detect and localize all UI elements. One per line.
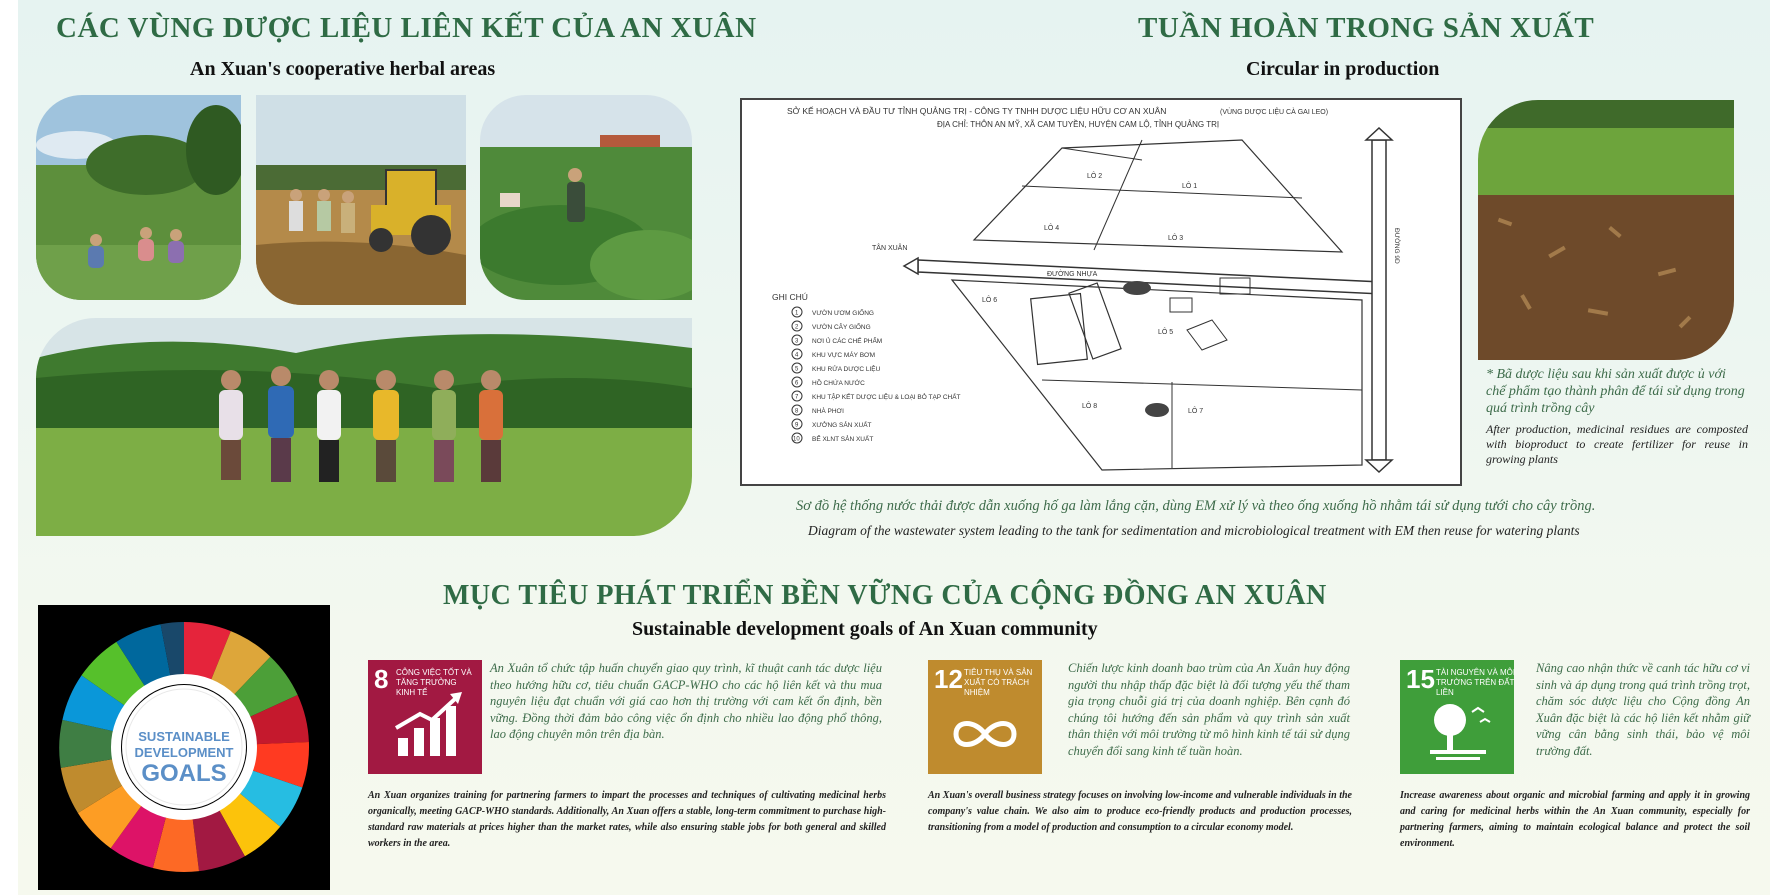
legend-item-5: KHU RỬA DƯỢC LIỆU	[812, 366, 881, 373]
pump-area-symbol	[1123, 281, 1151, 295]
plot-label-3: LÔ 3	[1168, 235, 1184, 242]
legend-item-10: BỂ XLNT SẢN XUẤT	[812, 436, 874, 443]
svg-text:2: 2	[795, 324, 799, 331]
diagram-header-note: (VÙNG DƯỢC LIỆU CÀ GAI LEO)	[1220, 109, 1329, 116]
svg-text:4: 4	[795, 352, 799, 359]
sdg-goal-15-text-en: Increase awareness about organic and microbial farming and apply it in growing and caring for medicinal herbs within the An Xuan community, especially for partnering farmers, aiming to maintain ecological balance and protect the soil environment.	[1400, 790, 1750, 849]
svg-text:9: 9	[795, 422, 799, 429]
sdg-goal-12-text-en: An Xuan's overall business strategy focuses on involving low-income and vulnerable individuals in the company's value chain. We also aim to produce eco-friendly products and production processes, transitioning from a model of production and consumption to a circular economy model.	[928, 790, 1352, 833]
sdg-goal-8-number: 8	[374, 664, 389, 694]
diagram-caption-en: Diagram of the wastewater system leading to the tank for sedimentation and microbiological treatment with EM then reuse for watering plants	[808, 523, 1580, 538]
road-arrow-south-icon	[1366, 460, 1392, 472]
sdg-goal-12-number: 12	[934, 664, 963, 694]
site-plan-diagram	[740, 98, 1462, 486]
diagram-header-1: SỞ KẾ HOẠCH VÀ ĐẦU TƯ TỈNH QUẢNG TRỊ - CÔNG TY TNHH DƯỢC LIỆU HỮU CƠ AN XUÂN	[787, 106, 1167, 116]
photo-compost	[1478, 100, 1734, 360]
infinity-loop-icon	[928, 660, 1042, 774]
road-arrow-west-icon	[904, 258, 918, 274]
svg-text:10: 10	[793, 436, 800, 443]
sdg-title: MỤC TIÊU PHÁT TRIỂN BỀN VỮNG CỦA CỘNG ĐỒNG AN XUÂN	[443, 580, 1327, 611]
road-vertical-label: ĐƯỜNG 9D	[1393, 228, 1400, 264]
legend-item-1: VƯỜN ƯƠM GIỐNG	[812, 310, 874, 317]
plot-label-5: LÔ 5	[1158, 329, 1174, 336]
sdg-subtitle: Sustainable development goals of An Xuan community	[632, 618, 1098, 640]
sdg-wheel-text-3: GOALS	[141, 760, 227, 787]
legend-item-6: HỒ CHỨA NƯỚC	[812, 380, 865, 387]
sdg-goal-15-badge	[1400, 660, 1514, 774]
compost-note-vn: * Bã dược liệu sau khi sản xuất được ủ với chế phẩm tạo thành phân để tái sử dụng trong quá trình trồng cây	[1486, 367, 1745, 416]
plot-label-2: LÔ 2	[1087, 173, 1103, 180]
svg-text:8: 8	[795, 408, 799, 415]
sdg-goal-8-label: CÔNG VIỆC TỐT VÀ TĂNG TRƯỞNG KINH TẾ	[396, 668, 472, 697]
poster	[18, 0, 1770, 895]
sdg-goal-8-badge	[368, 660, 482, 774]
circular-title: TUẦN HOÀN TRONG SẢN XUẤT	[1138, 12, 1595, 44]
plot-label-6: LÔ 6	[982, 297, 998, 304]
legend-item-4: KHU VỰC MÁY BƠM	[812, 352, 876, 359]
sdg-wheel-text-2: DEVELOPMENT	[134, 745, 234, 760]
sdg-goal-12-label: TIÊU THỤ VÀ SẢN XUẤT CÓ TRÁCH NHIỆM	[964, 668, 1033, 697]
sdg-wheel-text-1: SUSTAINABLE	[138, 729, 230, 744]
plot-label-8: LÔ 8	[1082, 403, 1098, 410]
legend-item-2: VƯỜN CÂY GIỐNG	[812, 324, 871, 331]
sdg-goal-12-badge	[928, 660, 1042, 774]
plot-label-4: LÔ 4	[1044, 225, 1060, 232]
legend-item-9: XƯỞNG SẢN XUẤT	[812, 422, 872, 429]
road-arrow-north-icon	[1366, 128, 1392, 140]
compost-note-en: After production, medicinal residues are composted with bioproduct to create fertilizer for reuse in growing plants	[1486, 422, 1748, 466]
svg-text:7: 7	[795, 394, 799, 401]
herbal-areas-title: CÁC VÙNG DƯỢC LIỆU LIÊN KẾT CỦA AN XUÂN	[56, 12, 757, 44]
herbal-areas-subtitle: An Xuan's cooperative herbal areas	[190, 58, 496, 80]
photo-farmer-spraying	[480, 95, 692, 300]
photo-farmer-spraying-image	[480, 95, 692, 300]
sdg-goal-15-label: TÀI NGUYÊN VÀ MÔI TRƯỜNG TRÊN ĐẤT LIỀN	[1436, 668, 1516, 697]
photo-tractor-field	[256, 95, 466, 305]
legend-item-8: NHÀ PHƠI	[812, 408, 844, 415]
photo-women-group	[36, 318, 692, 536]
road-main-label: ĐƯỜNG NHỰA	[1047, 271, 1098, 278]
legend-item-3: NƠI Ủ CÁC CHẾ PHẨM	[812, 338, 883, 345]
svg-text:5: 5	[795, 366, 799, 373]
sdg-goal-15-text-vn: Nâng cao nhận thức về canh tác hữu cơ vi sinh và áp dụng trong quá trình trồng trọt, chăm sóc dược liệu cho Cộng đồng An Xuân đặc biệt là các hộ liên kết nhằm giữ vững cân bằng sinh thái, bảo vệ môi trường đất.	[1536, 661, 1750, 758]
circular-subtitle: Circular in production	[1246, 58, 1440, 80]
photo-compost-image	[1478, 100, 1734, 360]
diagram-header-2: ĐỊA CHỈ: THÔN AN MỸ, XÃ CAM TUYỀN, HUYỆN CAM LỘ, TỈNH QUẢNG TRỊ	[937, 120, 1220, 129]
plot-label-1: LÔ 1	[1182, 183, 1198, 190]
sdg-goal-8-text-en: An Xuan organizes training for partnering farmers to impart the processes and techniques of cultivating medicinal herbs organically, meeting GACP-WHO standards. Additionally, An Xuan offers a stable, long-term commitment to purchase high-standard raw materials at prices higher than the market rates, while also ensuring stable jobs for both general and skilled workers in the area.	[368, 790, 886, 849]
tree-birds-icon	[1400, 660, 1514, 774]
svg-text:6: 6	[795, 380, 799, 387]
legend-item-7: KHU TẬP KẾT DƯỢC LIỆU & LOẠI BỎ TẠP CHẤT	[812, 394, 961, 401]
photo-women-harvesting-image	[36, 95, 241, 300]
legend-title: GHI CHÚ	[772, 292, 808, 302]
svg-text:1: 1	[795, 310, 799, 317]
sdg-goal-15-number: 15	[1406, 664, 1435, 694]
growth-chart-icon	[368, 660, 482, 774]
sdg-goal-8-text-vn: An Xuân tổ chức tập huấn chuyển giao quy trình, kĩ thuật canh tác dược liệu theo hướng hữu cơ, tiêu chuẩn GACP-WHO cho các hộ liên kết và thu mua nguyên liệu đạt chuẩn với giá cao hơn thị trường với cam kết ổn định, bền vững. Đồng thời đảm bảo công việc ổn định cho nhiều lao động phổ thông, lao động chuyên môn trên địa bàn.	[490, 661, 882, 741]
svg-text:3: 3	[795, 338, 799, 345]
photo-women-harvesting	[36, 95, 241, 300]
diagram-caption-vn: Sơ đồ hệ thống nước thải được dẫn xuống hố ga làm lắng cặn, dùng EM xử lý và theo ống xuống hồ nhằm tái sử dụng tưới cho cây trồng.	[796, 498, 1596, 514]
photo-tractor-field-image	[256, 95, 466, 305]
photo-women-group-image	[36, 318, 692, 536]
road-west-label: TÂN XUÂN	[872, 245, 908, 252]
sdg-goal-12-text-vn: Chiến lược kinh doanh bao trùm của An Xuân huy động người thu nhập thấp đặc biệt là đối tượng yếu thế tham gia trọng chuỗi giá trị của doanh nghiệp. Bên cạnh đó chúng tôi hướng đến sản phẩm và quy trình sản xuất thân thiện với môi trường từ mô hình kinh tế tái sử dụng chuyển đổi sang kinh tế tuần hoàn.	[1068, 661, 1350, 758]
legend	[792, 307, 961, 443]
site-plan-svg	[742, 100, 1460, 484]
plot-label-7: LÔ 7	[1188, 408, 1204, 415]
sdg-wheel-svg	[38, 605, 330, 890]
sdg-wheel-logo	[38, 605, 330, 890]
tank-symbol	[1145, 403, 1169, 417]
